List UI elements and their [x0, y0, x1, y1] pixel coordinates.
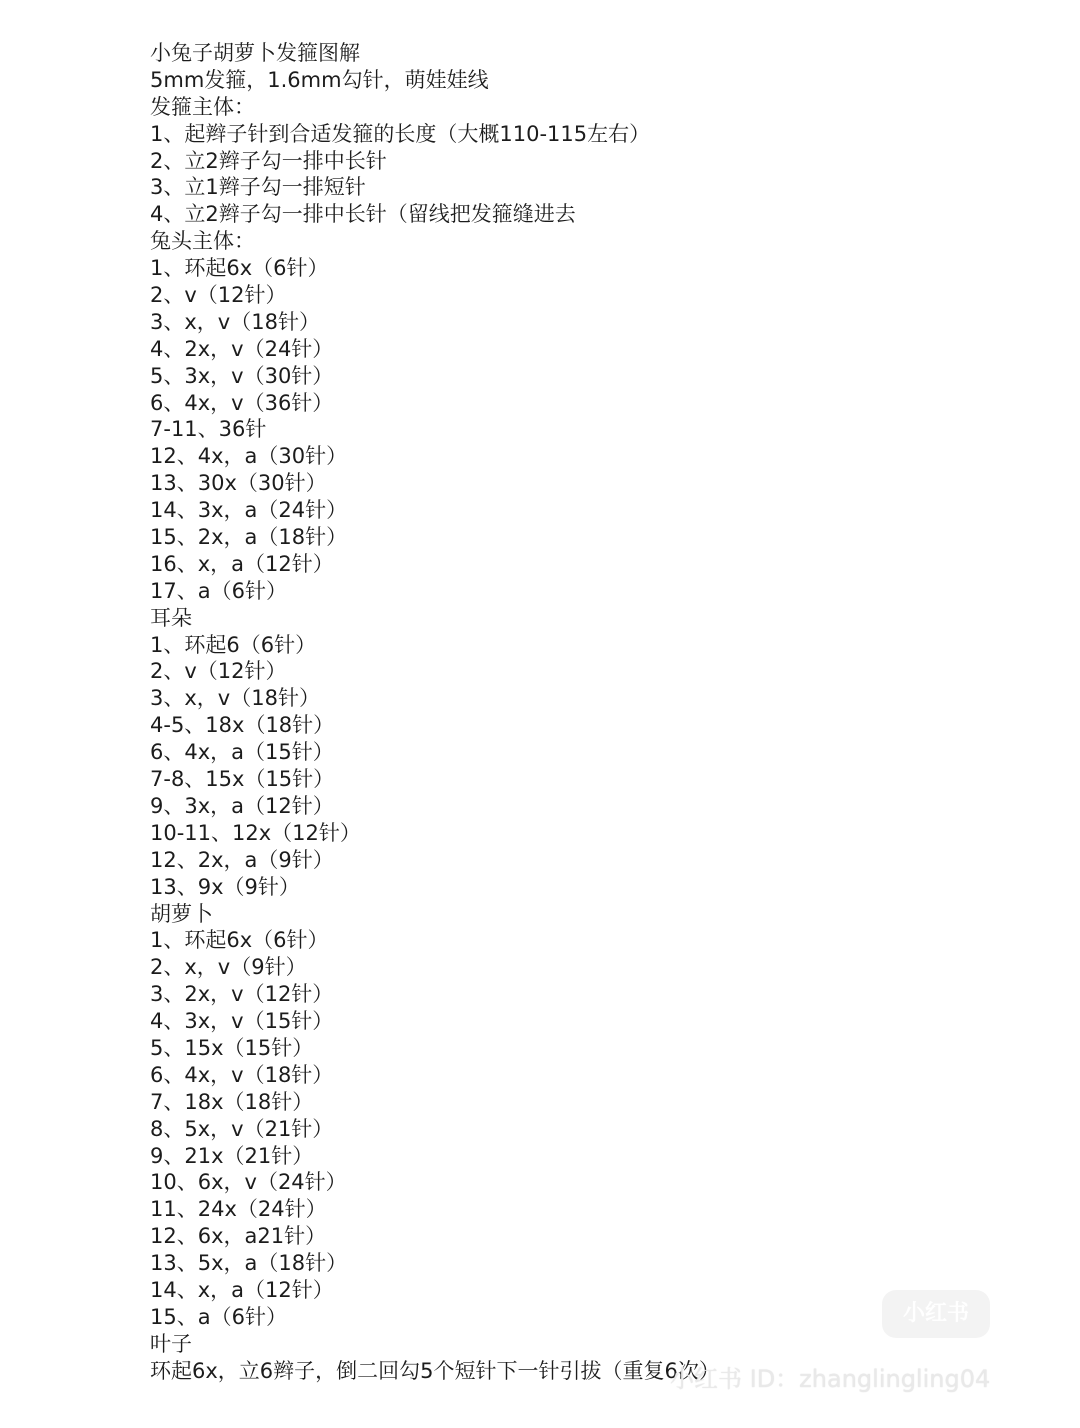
document-line: 1、起辫子针到合适发箍的长度（大概110-115左右）: [150, 121, 651, 146]
document-line: 9、21x（21针）: [150, 1143, 314, 1168]
document-line: 12、4x，a（30针）: [150, 444, 348, 469]
document-line: 4、2x，v（24针）: [150, 336, 334, 361]
document-line: 3、x，v（18针）: [150, 309, 320, 334]
document-line: 13、30x（30针）: [150, 471, 327, 496]
document-line: 4、立2辫子勾一排中长针（留线把发箍缝进去: [150, 202, 576, 227]
document-line: 4、3x，v（15针）: [150, 1009, 334, 1034]
xiaohongshu-watermark-badge: 小红书: [882, 1290, 990, 1338]
document-line: 1、环起6x（6针）: [150, 256, 329, 281]
document-line: 13、9x（9针）: [150, 874, 300, 899]
document-line: 14、x，a（12针）: [150, 1277, 334, 1302]
document-line: 14、3x，a（24针）: [150, 498, 348, 523]
document-line: 16、x，a（12针）: [150, 551, 334, 576]
document-line: 11、24x（24针）: [150, 1197, 327, 1222]
document-line: 15、2x，a（18针）: [150, 525, 348, 550]
document-line: 3、立1辫子勾一排短针: [150, 175, 366, 200]
document-line: 2、v（12针）: [150, 659, 287, 684]
document-line: 13、5x，a（18针）: [150, 1251, 348, 1276]
document-line: 1、环起6x（6针）: [150, 928, 329, 953]
document-line: 7-11、36针: [150, 417, 267, 442]
document-line: 2、立2辫子勾一排中长针: [150, 148, 387, 173]
document-line: 12、6x，a21针）: [150, 1224, 327, 1249]
document-line: 胡萝卜: [150, 901, 213, 926]
document-line: 耳朵: [150, 605, 192, 630]
document-line: 叶子: [150, 1331, 192, 1356]
document-line: 7、18x（18针）: [150, 1089, 314, 1114]
document-line: 7-8、15x（15针）: [150, 767, 335, 792]
document-line: 10-11、12x（12针）: [150, 820, 361, 845]
document-line: 9、3x，a（12针）: [150, 793, 334, 818]
document-line: 3、x，v（18针）: [150, 686, 320, 711]
document-line: 10、6x，v（24针）: [150, 1170, 347, 1195]
document-line: 8、5x，v（21针）: [150, 1116, 334, 1141]
document-line: 3、2x，v（12针）: [150, 982, 334, 1007]
document-line: 兔头主体：: [150, 229, 255, 254]
document-line: 6、4x，v（18针）: [150, 1062, 334, 1087]
document-line: 2、v（12针）: [150, 283, 287, 308]
document-line: 发箍主体：: [150, 94, 255, 119]
document-line: 2、x，v（9针）: [150, 955, 307, 980]
pattern-document: [150, 40, 1050, 1385]
document-line: 15、a（6针）: [150, 1304, 287, 1329]
document-line: 12、2x，a（9针）: [150, 847, 334, 872]
document-line: 6、4x，v（36针）: [150, 390, 334, 415]
document-line: 5、15x（15针）: [150, 1035, 314, 1060]
document-line: 5、3x，v（30针）: [150, 363, 334, 388]
document-line: 17、a（6针）: [150, 578, 287, 603]
xiaohongshu-watermark-id: 小红书 ID：zhanglingling04: [670, 1365, 991, 1393]
document-line: 6、4x，a（15针）: [150, 740, 334, 765]
document-line: 5mm发箍，1.6mm勾针，萌娃娃线: [150, 67, 489, 92]
document-line: 小兔子胡萝卜发箍图解: [150, 41, 360, 65]
document-line: 环起6x，立6辫子，倒二回勾5个短针下一针引拔（重复6次）: [150, 1358, 720, 1383]
document-line: 4-5、18x（18针）: [150, 713, 335, 738]
document-line: 1、环起6（6针）: [150, 632, 317, 657]
